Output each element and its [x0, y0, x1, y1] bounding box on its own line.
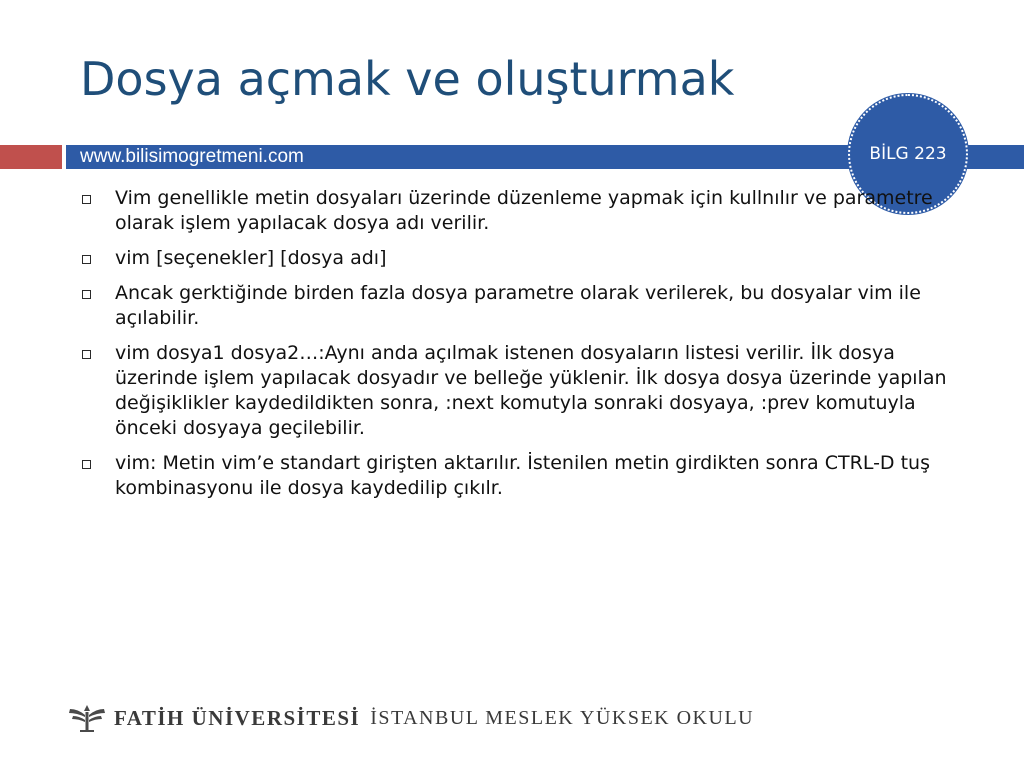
university-name: FATİH ÜNİVERSİTESİ	[114, 705, 361, 730]
website-url: www.bilisimogretmeni.com	[80, 146, 304, 167]
university-logo-icon	[68, 703, 106, 733]
bullet-text: vim [seçenekler] [dosya adı]	[115, 247, 387, 269]
bullet-square-icon	[82, 255, 91, 264]
bullet-text: vim dosya1 dosya2…:Aynı anda açılmak istenen dosyaların listesi verilir. İlk dosya üzerinde işlem yapılacak dosyadır ve belleğe yüklenir. İlk dosya dosya üzerinde yapılan değişiklikler kaydedildikten sonra, :next komutyla sonraki dosyaya, :prev komutuyla önceki dosyaya geçilebilir.	[115, 342, 947, 439]
bullet-item	[78, 451, 978, 501]
bullet-item	[78, 246, 978, 271]
bullet-text: vim: Metin vim’e standart girişten aktarılır. İstenilen metin girdikten sonra CTRL-D tuş kombinasyonu ile dosya kaydedilip çıkılr.	[115, 452, 930, 499]
accent-bar	[0, 145, 62, 169]
school-name: İSTANBUL MESLEK YÜKSEK OKULU	[370, 706, 755, 729]
bullet-square-icon	[82, 290, 91, 299]
bullet-text: Vim genellikle metin dosyaları üzerinde düzenleme yapmak için kullnılır ve parametre olarak işlem yapılacak dosya adı verilir.	[115, 187, 933, 234]
footer-logo-bar	[68, 700, 754, 736]
bullet-square-icon	[82, 195, 91, 204]
bullet-list	[78, 186, 978, 511]
bullet-item	[78, 281, 978, 331]
bullet-item	[78, 186, 978, 236]
bullet-square-icon	[82, 460, 91, 469]
course-code: BİLG 223	[869, 144, 947, 164]
bullet-item	[78, 341, 978, 441]
bullet-text: Ancak gerktiğinde birden fazla dosya parametre olarak verilerek, bu dosyalar vim ile açılabilir.	[115, 282, 921, 329]
slide-title: Dosya açmak ve oluşturmak	[80, 52, 735, 106]
bullet-square-icon	[82, 350, 91, 359]
